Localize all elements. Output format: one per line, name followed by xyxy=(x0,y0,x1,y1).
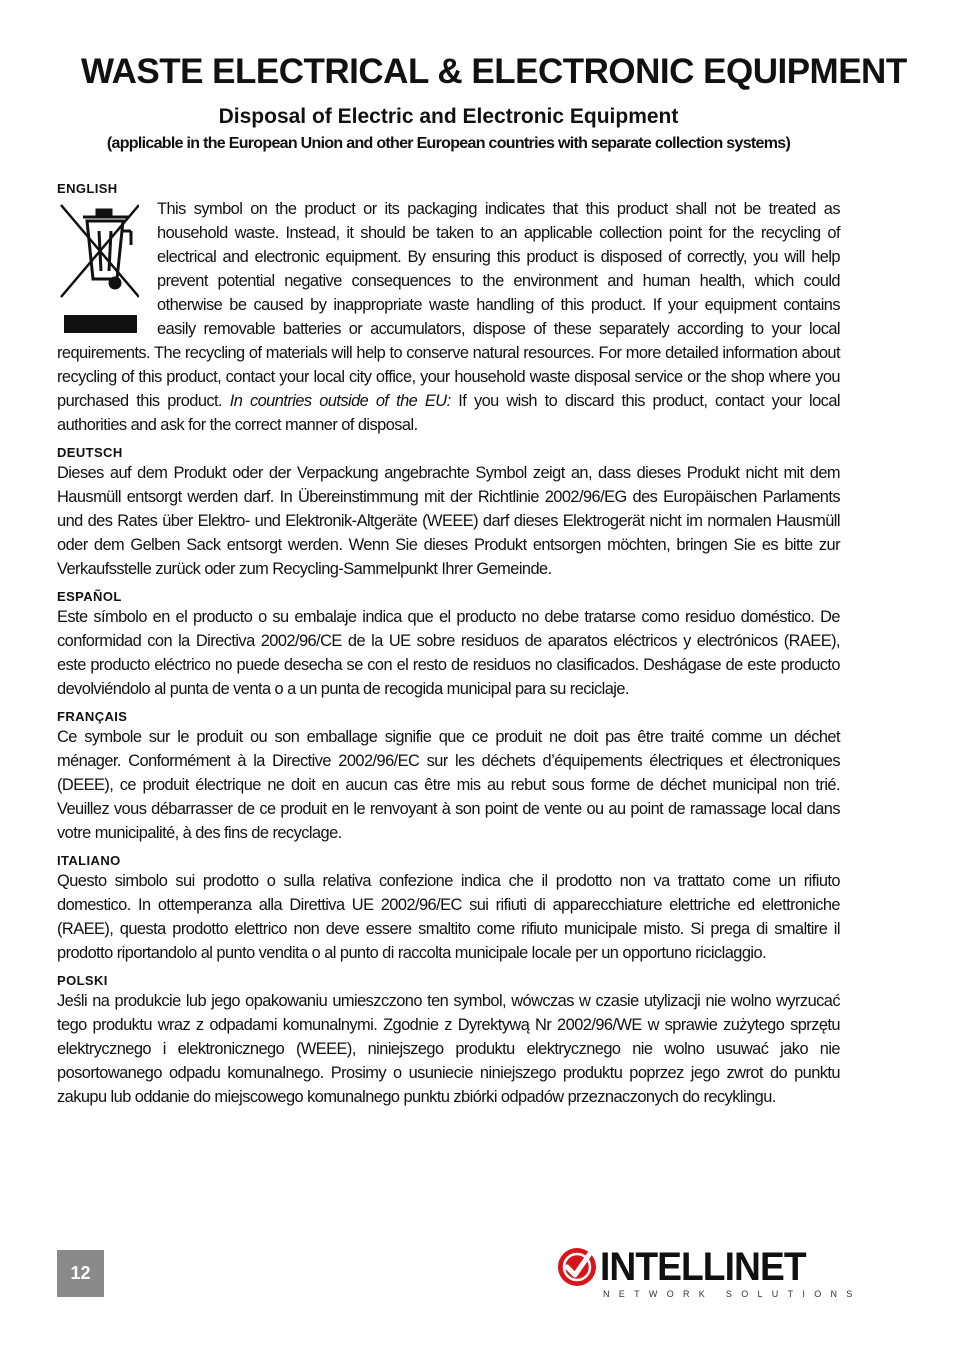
brand-name: INTELLINET xyxy=(600,1245,806,1289)
checkmark-circle-icon xyxy=(556,1246,598,1293)
brand-tagline: NETWORK SOLUTIONS xyxy=(603,1289,862,1299)
section-english xyxy=(57,181,840,437)
section-heading-english: ENGLISH xyxy=(57,181,118,196)
section-deutsch xyxy=(57,445,840,581)
italic-phrase: In countries outside of the EU: xyxy=(229,392,451,410)
page-subtitle: Disposal of Electric and Electronic Equipment xyxy=(218,105,679,128)
section-heading-italiano: ITALIANO xyxy=(57,853,121,868)
section-text-italiano: Questo simbolo sui prodotto o sulla relativa confezione indica che il prodotto non va trattato come un rifiuto domestico. In ottemperanza alla Direttiva UE 2002/96/EC sui rifiuti di apparecchiature elettriche ed elettroniche (RAEE), questa prodotto elettrico non deve essere smaltito come rifiuto municipale misto. Si prega di smaltire il prodotto riportandolo al punto vendita o al punto di raccolta municipale locale per un opportuno riciclaggio. xyxy=(57,872,840,962)
crossed-out-wheelie-bin-icon xyxy=(57,201,139,331)
weee-bar xyxy=(64,315,137,333)
section-heading-polski: POLSKI xyxy=(57,973,108,988)
page-number: 12 xyxy=(57,1250,104,1297)
section-heading-francais: FRANÇAIS xyxy=(57,709,128,724)
section-text-francais: Ce symbole sur le produit ou son emballage signifie que ce produit ne doit pas être traité comme un déchet ménager. Conformément à la Directive 2002/96/EC sur les déchets d’équipements électriques et électroniques (DEEE), ce produit électrique ne doit en aucun cas être mis au rebut sous forme de déchet municipal non trié. Veuillez vous débarrasser de ce produit en le renvoyant à son point de vente ou au point de ramassage local dans votre municipalité, à des fins de recyclage. xyxy=(57,728,840,842)
section-francais xyxy=(57,709,840,845)
section-text-polski: Jeśli na produkcie lub jego opakowaniu umieszczono ten symbol, wówczas w czasie utylizacji nie wolno wyrzucać tego produktu wraz z odpadami komunalnymi. Zgodnie z Dyrektywą Nr 2002/96/WE w sprawie zużytego sprzętu elektrycznego i elektronicznego (WEEE), niniejszego produktu elektrycznego nie wolno usuwać jako nie posortowanego odpadu komunalnego. Prosimy o usuniecie niniejszego produktu poprzez jego zwrot do punktu zakupu lub oddanie do miejscowego komunalnego punktu zbiórki odpadów przeznaczonych do recyklingu. xyxy=(57,992,840,1106)
document-page xyxy=(57,50,907,1109)
section-text-espanol: Este símbolo en el producto o su embalaje indica que el producto no debe tratarse como residuo doméstico. De conformidad con la Directiva 2002/96/CE de la UE sobre residuos de aparatos eléctricos y electrónicos (RAEE), este producto eléctrico no puede desecha se con el resto de residuos no clasificados. Deshágase de este producto devolviéndolo al punta de venta o a un punta de recogida municipal para su reciclaje. xyxy=(57,608,840,698)
section-polski xyxy=(57,973,840,1109)
page-title: WASTE ELECTRICAL & ELECTRONIC EQUIPMENT xyxy=(81,52,907,91)
section-heading-espanol: ESPAÑOL xyxy=(57,589,122,604)
section-text-deutsch: Dieses auf dem Produkt oder der Verpackung angebrachte Symbol zeigt an, dass dieses Produkt nicht mit dem Hausmüll entsorgt werden darf. In Übereinstimmung mit der Richtlinie 2002/96/EG des Europäischen Parlaments und des Rates über Elektro- und Elektronik-Altgeräte (WEEE) darf dieses Elektrogerät nicht im normalen Hausmüll oder dem Gelben Sack entsorgt werden. Wenn Sie dieses Produkt entsorgen möchten, bringen Sie es bitte zur Verkaufsstelle zurück oder zum Recycling-Sammelpunkt Ihrer Gemeinde. xyxy=(57,464,840,578)
section-italiano xyxy=(57,853,840,965)
brand-logo xyxy=(556,1244,862,1304)
section-text-english: This symbol on the product or its packaging indicates that this product shall not be treated as household waste. Instead, it should be taken to an applicable collection point for the recycling of electrical and electronic equipment. By ensuring this product is disposed of correctly, you will help prevent potential negative consequences to the environment and human health, which could otherwise be caused by inappropriate waste handling of this product. If your equipment contains easily removable batteries or accumulators, dispose of these separately according to your local requirements. The recycling of materials will help to conserve natural resources. For more detailed information about recycling of this product, contact your local city office, your household waste disposal service or the shop where you purchased this product. In countries outside of the EU: If you wish to discard this product, contact your local authorities and ask for the correct manner of disposal. xyxy=(57,200,840,434)
applicability-note: (applicable in the European Union and other European countries with separate collection systems) xyxy=(106,135,791,152)
section-heading-deutsch: DEUTSCH xyxy=(57,445,123,460)
section-espanol xyxy=(57,589,840,701)
